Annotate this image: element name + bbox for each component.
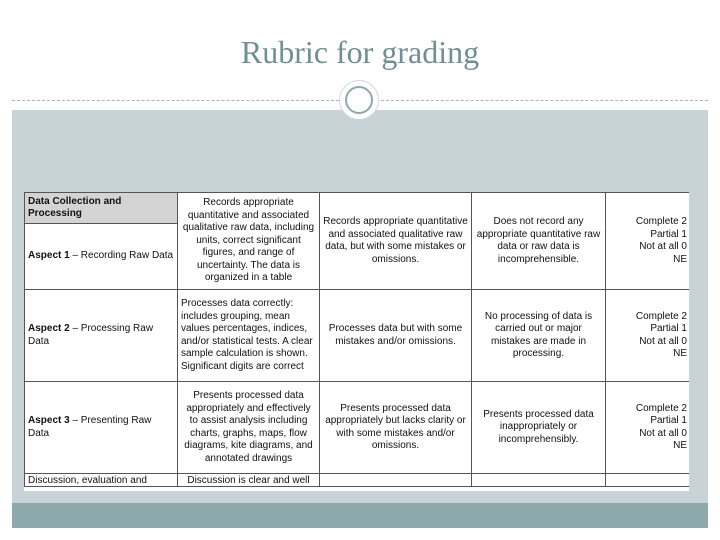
mark-not-at-all: Not at all 0 (639, 241, 687, 252)
table-row-cut (25, 474, 690, 487)
aspect3-complete: Presents processed data appropriately and effectively to assist analysis including charts, graphs, maps, flow diagrams, kite diagrams, and annotated drawings (178, 382, 320, 474)
mark-ne: NE (673, 348, 687, 359)
mark-not-at-all: Not at all 0 (639, 427, 687, 439)
divider-circle-ornament (339, 80, 379, 120)
mark-not-at-all: Not at all 0 (639, 335, 687, 347)
slide-title: Rubric for grading (240, 34, 480, 70)
mark-partial: Partial 1 (650, 228, 687, 240)
mark-complete: Complete 2 (635, 402, 687, 414)
cut-complete: Discussion is clear and well (178, 474, 320, 487)
cut-marks (606, 474, 690, 487)
mark-ne: NE (673, 440, 687, 451)
aspect1-partial: Records appropriate quantitative and associated qualitative raw data, but with some mistakes or omissions. (320, 193, 472, 290)
rubric-table (24, 192, 689, 487)
mark-ne: NE (673, 253, 687, 265)
slide (12, 12, 708, 528)
divider-circle-inner (345, 86, 373, 114)
mark-complete: Complete 2 (635, 310, 687, 322)
mark-partial: Partial 1 (650, 323, 687, 334)
aspect1-label: Aspect 1 – Recording Raw Data (25, 224, 178, 290)
aspect2-complete: Processes data correctly: includes grouping, mean values percentages, indices, and/or statistical tests. A clear sample calculation is shown. Significant digits are correct (178, 290, 320, 382)
cut-aspect: Discussion, evaluation and (25, 474, 178, 487)
aspect2-notatall: No processing of data is carried out or major mistakes are made in processing. (472, 290, 606, 382)
footer-band (12, 503, 708, 528)
aspect2-partial: Processes data but with some mistakes and/or omissions. (320, 290, 472, 382)
aspect2-label: Aspect 2 – Processing Raw Data (25, 290, 178, 382)
rubric-header-row (25, 193, 690, 224)
aspect1-marks (606, 193, 690, 290)
aspect3-notatall: Presents processed data inappropriately or incomprehensibly. (472, 382, 606, 474)
aspect2-marks (606, 290, 690, 382)
mark-partial: Partial 1 (650, 415, 687, 426)
mark-complete: Complete 2 (635, 216, 687, 227)
table-row (25, 290, 690, 382)
aspect3-label: Aspect 3 – Presenting Raw Data (25, 382, 178, 474)
aspect1-complete: Records appropriate quantitative and associated qualitative raw data, including units, correct significant figures, and range of uncertainty. The data is organized in a table (178, 193, 320, 290)
cut-notatall (472, 474, 606, 487)
cut-partial (320, 474, 472, 487)
aspect3-partial: Presents processed data appropriately but lacks clarity or with some mistakes and/or omissions. (320, 382, 472, 474)
aspect1-notatall: Does not record any appropriate quantitative raw data or raw data is incomprehensible. (472, 193, 606, 290)
rubric-header: Data Collection and Processing (25, 193, 178, 224)
rubric-table-image (24, 192, 689, 491)
table-row (25, 382, 690, 474)
aspect3-marks (606, 382, 690, 474)
